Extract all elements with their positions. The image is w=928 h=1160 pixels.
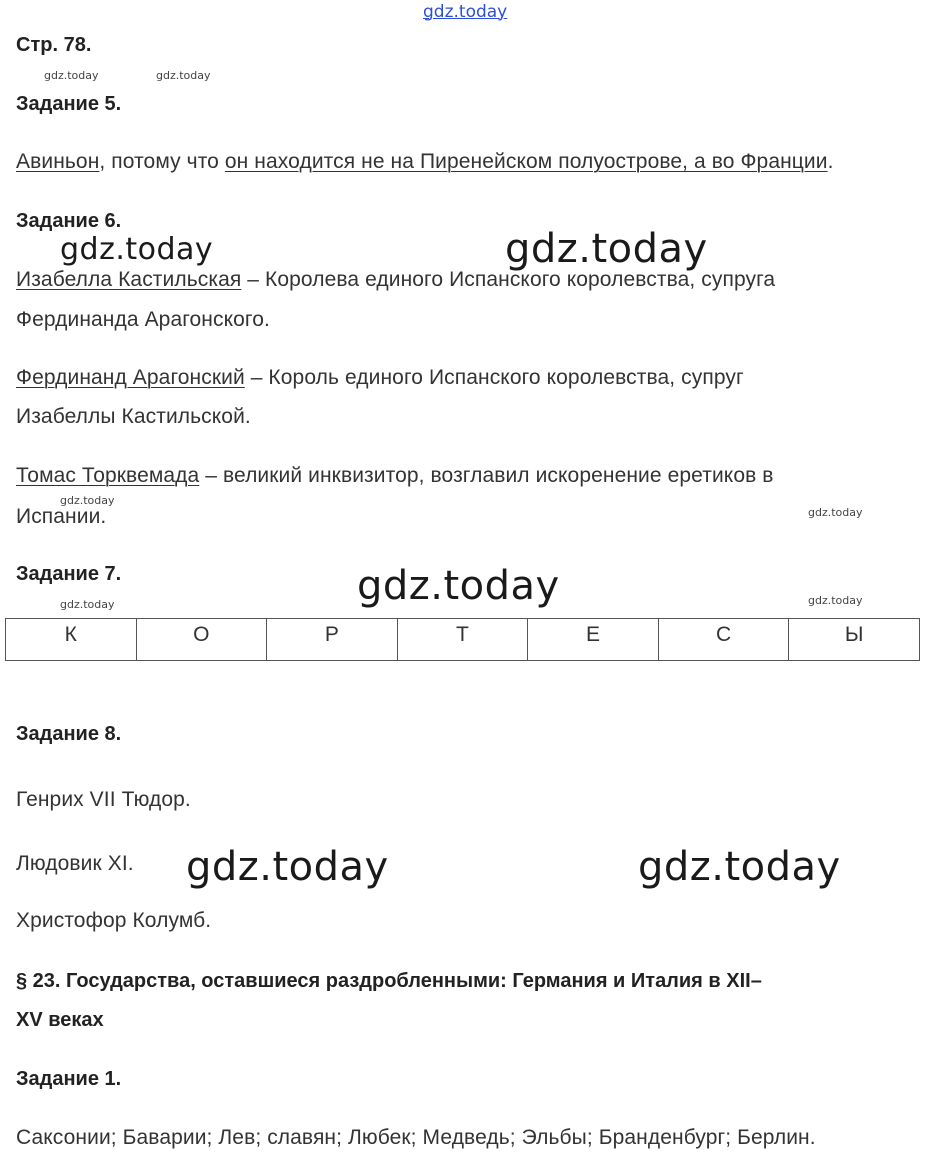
- watermark-medium: gdz.today: [60, 232, 214, 267]
- watermark-small: gdz.today: [60, 598, 115, 611]
- crossword-row: [5, 618, 920, 661]
- watermark-large: gdz.today: [505, 226, 708, 272]
- crossword-cell: Т: [397, 619, 528, 661]
- page-ref: Стр. 78.: [16, 34, 92, 56]
- watermark-small: gdz.today: [60, 494, 115, 507]
- watermark-top[interactable]: gdz.today: [423, 2, 508, 22]
- task6-item-3-name: Томас Торквемада: [16, 464, 200, 487]
- task5-title: Задание 5.: [16, 93, 122, 115]
- task5-answer: Авиньон: [16, 150, 100, 173]
- section-heading-line2: XV веках: [16, 1009, 104, 1031]
- task1-answer: Саксонии; Баварии; Лев; славян; Любек; Медведь; Эльбы; Бранденбург; Берлин.: [16, 1126, 816, 1149]
- crossword-cell: Р: [267, 619, 398, 661]
- crossword-cell: О: [136, 619, 267, 661]
- watermark-large: gdz.today: [638, 844, 841, 890]
- crossword-cells: [6, 619, 920, 661]
- task5-answer-line: [16, 150, 834, 174]
- crossword-cell: Ы: [789, 619, 920, 661]
- crossword-cell: С: [658, 619, 789, 661]
- task5-reason: он находится не на Пиренейском полуострове, а во Франции: [224, 150, 828, 173]
- watermark-small: gdz.today: [44, 69, 99, 82]
- watermark-small: gdz.today: [808, 594, 863, 607]
- task6-item-3-line2: Испании.: [16, 505, 107, 528]
- task7-title: Задание 7.: [16, 563, 122, 585]
- task6-item-2-line1: [16, 366, 744, 390]
- task5-connector: , потому что: [99, 150, 225, 173]
- watermark-small: gdz.today: [156, 69, 211, 82]
- task6-item-1-line1: [16, 268, 775, 292]
- task8-line: Генрих VII Тюдор.: [16, 788, 191, 811]
- task6-item-3-desc: – великий инквизитор, возглавил искоренение еретиков в: [199, 464, 774, 487]
- task5-end: .: [827, 150, 834, 173]
- task6-item-1-name: Изабелла Кастильская: [16, 268, 242, 291]
- task6-title: Задание 6.: [16, 210, 122, 232]
- section-heading-line1: § 23. Государства, оставшиеся раздробленными: Германия и Италия в XII–: [16, 970, 762, 992]
- task8-line: Христофор Колумб.: [16, 909, 212, 932]
- task6-item-2-line2: Изабеллы Кастильской.: [16, 405, 251, 428]
- task6-item-2-name: Фердинанд Арагонский: [16, 366, 245, 389]
- task6-item-1-desc: – Королева единого Испанского королевства, супруга: [241, 268, 776, 291]
- task8-title: Задание 8.: [16, 723, 122, 745]
- watermark-large: gdz.today: [357, 563, 560, 609]
- watermark-large: gdz.today: [186, 844, 389, 890]
- task6-item-2-desc: – Король единого Испанского королевства, супруг: [244, 366, 744, 389]
- task6-item-1-line2: Фердинанда Арагонского.: [16, 308, 270, 331]
- task6-item-3-line1: [16, 464, 774, 488]
- watermark-small: gdz.today: [808, 506, 863, 519]
- task1-title: Задание 1.: [16, 1068, 122, 1090]
- task8-line: Людовик XI.: [16, 852, 134, 875]
- crossword-cell: К: [6, 619, 137, 661]
- crossword-cell: Е: [528, 619, 659, 661]
